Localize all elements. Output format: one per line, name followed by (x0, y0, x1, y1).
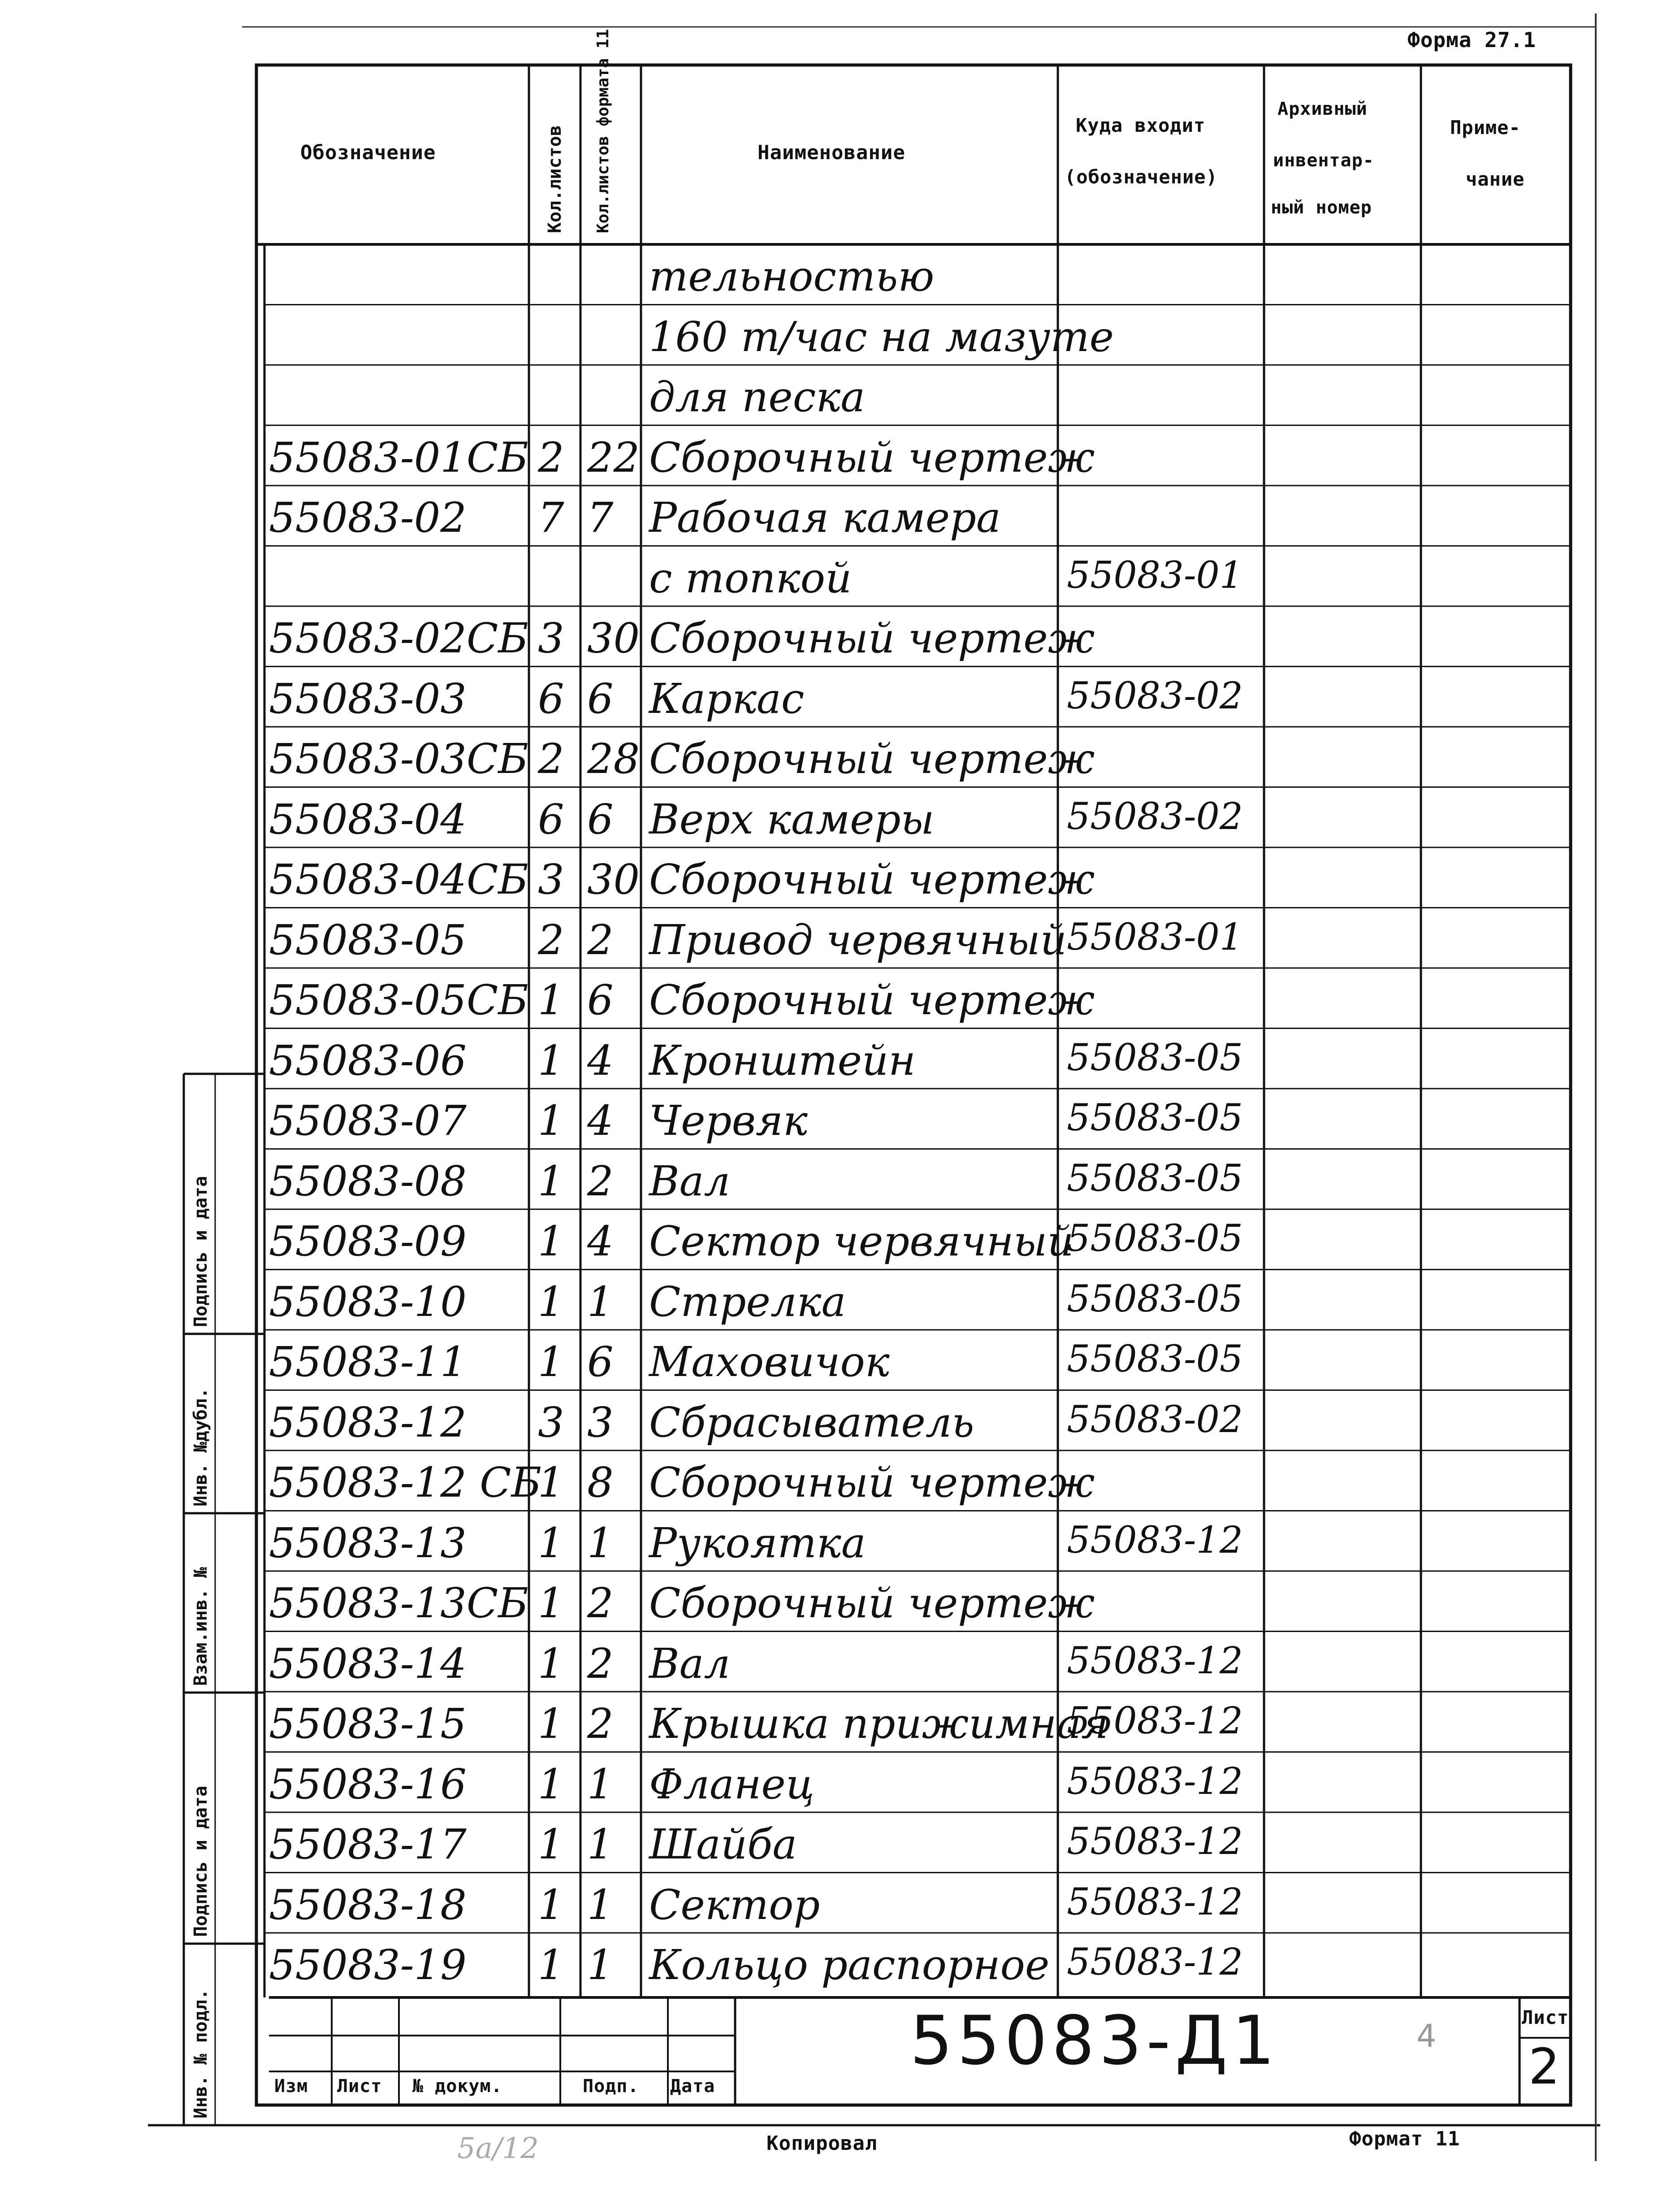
sheet-label: Лист (1522, 2006, 1569, 2028)
cell-designation: 55083-15 (269, 1700, 467, 1748)
cell-sheets: 3 (538, 855, 564, 903)
cell-sheets: 2 (538, 433, 564, 482)
cell-where-used: 55083-05 (1067, 1097, 1243, 1139)
cell-designation: 55083-19 (269, 1941, 467, 1989)
cell-where-used: 55083-05 (1067, 1217, 1243, 1260)
cell-sheets: 1 (538, 1338, 564, 1386)
cell-sheets: 1 (538, 1277, 564, 1326)
cell-designation: 55083-03 (269, 674, 467, 723)
cell-where-used: 55083-02 (1067, 795, 1243, 838)
cell-designation: 55083-13 (269, 1519, 467, 1567)
cell-designation: 55083-06 (269, 1036, 467, 1085)
cell-designation: 55083-04 (269, 795, 467, 843)
cell-sheets-format11: 4 (587, 1097, 614, 1145)
header-sheets-format11: Кол.листов формата 11 (594, 29, 612, 233)
cell-sheets-format11: 1 (587, 1277, 614, 1326)
cell-designation: 55083-11 (269, 1338, 467, 1386)
header-name: Наименование (758, 141, 905, 164)
side-sign-date-top: Подпись и дата (191, 1176, 211, 1327)
cell-name: Сборочный чертеж (649, 614, 1095, 662)
cell-sheets-format11: 2 (587, 1157, 614, 1205)
header-designation: Обозначение (300, 141, 436, 164)
cell-designation: 55083-02 (269, 494, 467, 542)
cell-sheets-format11: 2 (587, 1639, 614, 1688)
cell-name: Кольцо распорное (649, 1941, 1050, 1989)
tb-col-list: Лист (337, 2076, 382, 2097)
header-archive-3: ный номер (1271, 197, 1372, 218)
cell-where-used: 55083-12 (1067, 1820, 1243, 1863)
cell-sheets-format11: 30 (587, 855, 640, 903)
cell-designation: 55083-12 (269, 1398, 467, 1446)
cell-sheets-format11: 6 (587, 795, 614, 843)
cell-sheets: 7 (538, 494, 564, 542)
side-vzam-inv: Взам.инв. № (191, 1567, 211, 1686)
cell-where-used: 55083-05 (1067, 1338, 1243, 1381)
tb-col-izm: Изм (274, 2076, 308, 2097)
cell-where-used: 55083-02 (1067, 1398, 1243, 1441)
cell-designation: 55083-05 (269, 916, 467, 964)
cell-name: Сборочный чертеж (649, 976, 1095, 1024)
cell-where-used: 55083-01 (1067, 916, 1243, 959)
cell-name: Сектор червячный (649, 1217, 1074, 1265)
cell-sheets: 1 (538, 1880, 564, 1929)
cell-where-used: 55083-12 (1067, 1760, 1243, 1803)
cell-sheets-format11: 2 (587, 916, 614, 964)
form-label: Форма 27.1 (1407, 28, 1536, 52)
cell-sheets-format11: 8 (587, 1459, 614, 1506)
tb-col-doc: № докум. (412, 2076, 502, 2097)
cell-designation: 55083-17 (269, 1820, 467, 1868)
cell-sheets-format11: 2 (587, 1579, 614, 1627)
cell-name: Червяк (649, 1097, 808, 1145)
cell-where-used: 55083-12 (1067, 1880, 1243, 1923)
header-where-used-1: Куда входит (1076, 114, 1206, 136)
cell-name: Каркас (649, 674, 805, 723)
cell-name: Маховичок (649, 1338, 890, 1386)
header-where-used-2: (обозначение) (1065, 166, 1218, 188)
footer-copied: Копировал (766, 2132, 878, 2155)
header-archive-1: Архивный (1277, 99, 1368, 119)
cell-where-used: 55083-12 (1067, 1639, 1243, 1682)
cell-sheets: 1 (538, 1760, 564, 1808)
cell-designation: 55083-09 (269, 1217, 467, 1265)
cell-designation: 55083-04СБ (269, 855, 528, 903)
cell-sheets-format11: 1 (587, 1880, 614, 1929)
cell-name: Сборочный чертеж (649, 735, 1095, 783)
cell-sheets: 6 (538, 674, 564, 723)
cell-name: 160 т/час на мазуте (649, 313, 1114, 361)
sheet-number: 2 (1528, 2038, 1560, 2095)
cell-designation: 55083-01СБ (269, 433, 528, 482)
cell-name: Сборочный чертеж (649, 1579, 1095, 1627)
cell-name: Верх камеры (649, 795, 935, 843)
cell-where-used: 55083-02 (1067, 674, 1243, 717)
cell-name: Шайба (649, 1820, 797, 1868)
cell-sheets-format11: 1 (587, 1941, 614, 1989)
tb-col-date: Дата (670, 2076, 715, 2097)
doc-number: 55083-Д1 (910, 2002, 1279, 2080)
cell-name: Сектор (649, 1880, 820, 1929)
header-note-1: Приме- (1450, 117, 1521, 139)
cell-sheets: 1 (538, 1036, 564, 1085)
cell-where-used: 55083-05 (1067, 1036, 1243, 1079)
cell-designation: 55083-10 (269, 1277, 467, 1326)
cell-sheets: 1 (538, 1217, 564, 1265)
cell-name: с топкой (649, 554, 852, 602)
side-inv-dup: Инв. №дубл. (191, 1388, 211, 1506)
cell-sheets: 1 (538, 1700, 564, 1748)
cell-designation: 55083-07 (269, 1097, 467, 1145)
tb-col-sign: Подп. (583, 2076, 639, 2097)
cell-sheets: 3 (538, 1398, 564, 1446)
cell-sheets-format11: 22 (587, 433, 640, 482)
cell-designation: 55083-12 СБ (269, 1459, 542, 1506)
cell-designation: 55083-05СБ (269, 976, 528, 1024)
cell-name: Крышка прижимная (649, 1700, 1109, 1748)
cell-sheets: 3 (538, 614, 564, 662)
cell-sheets-format11: 4 (587, 1036, 614, 1085)
cell-name: Сборочный чертеж (649, 855, 1095, 903)
cell-sheets-format11: 30 (587, 614, 640, 662)
cell-name: Сборочный чертеж (649, 1459, 1095, 1506)
cell-designation: 55083-18 (269, 1880, 467, 1929)
cell-where-used: 55083-12 (1067, 1941, 1243, 1984)
cell-where-used: 55083-12 (1067, 1519, 1243, 1562)
cell-sheets: 2 (538, 735, 564, 783)
cell-where-used: 55083-05 (1067, 1277, 1243, 1320)
side-inv-orig: Инв. № подл. (191, 1989, 211, 2119)
cell-sheets: 1 (538, 1157, 564, 1205)
cell-designation: 55083-14 (269, 1639, 467, 1688)
cell-sheets-format11: 4 (587, 1217, 614, 1265)
cell-name: Привод червячный (649, 916, 1067, 964)
cell-name: Сборочный чертеж (649, 433, 1095, 482)
cell-sheets-format11: 1 (587, 1820, 614, 1868)
cell-name: тельностью (649, 252, 935, 300)
cell-sheets: 1 (538, 1459, 564, 1506)
cell-sheets-format11: 1 (587, 1760, 614, 1808)
cell-sheets-format11: 7 (587, 494, 614, 542)
cell-sheets: 1 (538, 976, 564, 1024)
cell-sheets: 2 (538, 916, 564, 964)
cell-designation: 55083-16 (269, 1760, 467, 1808)
cell-sheets-format11: 2 (587, 1700, 614, 1748)
cell-where-used: 55083-01 (1067, 554, 1243, 597)
cell-sheets-format11: 28 (587, 735, 640, 783)
cell-designation: 55083-13СБ (269, 1579, 528, 1627)
cell-name: Рабочая камера (649, 494, 1001, 542)
header-note-2: чание (1466, 168, 1525, 190)
cell-designation: 55083-02СБ (269, 614, 528, 662)
side-sign-date-bottom: Подпись и дата (191, 1785, 211, 1937)
cell-sheets: 6 (538, 795, 564, 843)
cell-name: Стрелка (649, 1277, 846, 1326)
cell-sheets: 1 (538, 1579, 564, 1627)
cell-sheets: 1 (538, 1519, 564, 1567)
cell-sheets-format11: 6 (587, 1338, 614, 1386)
cell-sheets: 1 (538, 1639, 564, 1688)
header-archive-2: инвентар- (1273, 150, 1374, 171)
cell-sheets-format11: 3 (587, 1398, 614, 1446)
cell-name: Вал (649, 1157, 731, 1205)
cell-sheets-format11: 6 (587, 976, 614, 1024)
cell-name: Вал (649, 1639, 731, 1688)
cell-designation: 55083-03СБ (269, 735, 528, 783)
cell-name: Кронштейн (649, 1036, 916, 1085)
cell-sheets-format11: 1 (587, 1519, 614, 1567)
header-sheets-count: Кол.листов (545, 125, 565, 233)
cell-sheets: 1 (538, 1820, 564, 1868)
cell-name: Фланец (649, 1760, 815, 1808)
cell-name: для песка (649, 373, 866, 421)
footer-handwritten: 5а/12 (457, 2132, 539, 2165)
cell-designation: 55083-08 (269, 1157, 467, 1205)
pencil-mark: 4 (1416, 2018, 1437, 2054)
cell-where-used: 55083-12 (1067, 1700, 1243, 1742)
cell-name: Рукоятка (649, 1519, 866, 1567)
cell-sheets: 1 (538, 1097, 564, 1145)
cell-name: Сбрасыватель (649, 1398, 974, 1446)
footer-format: Формат 11 (1349, 2127, 1460, 2150)
cell-sheets: 1 (538, 1941, 564, 1989)
cell-sheets-format11: 6 (587, 674, 614, 723)
cell-where-used: 55083-05 (1067, 1157, 1243, 1200)
